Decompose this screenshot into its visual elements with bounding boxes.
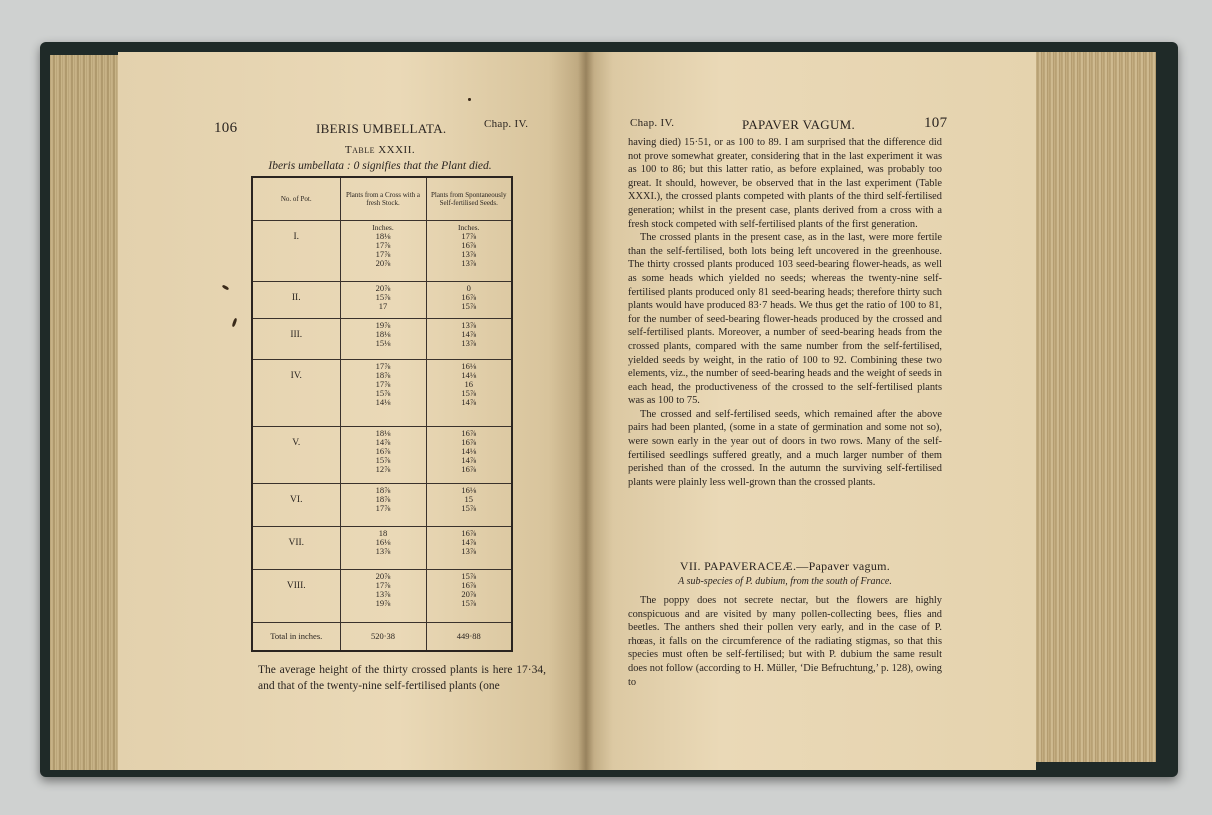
height-value: 17⅞ [375, 240, 391, 250]
total-crossed: 520·38 [340, 623, 426, 651]
height-value: 16⅞ [461, 580, 477, 591]
height-value: 17 [378, 301, 388, 312]
height-value: 13⅞ [461, 258, 477, 268]
height-value: 17⅞ [461, 231, 477, 241]
selfed-values-cell [426, 427, 512, 484]
paragraph: The crossed and self-fertilised seeds, which remained after the above pairs had been planted, (some in a state of germination and some not so), were sown early in the year out of doors in two rows. Many of the self-fertilised seedlings suffered greatly, and a much larger number of them perished than of the crossed. In the autumn the surviving self-fertilised plants were plainly less well-grown than the crossed plants. [628, 408, 942, 488]
chapter-label-left: Chap. IV. [484, 118, 529, 130]
height-value: 15⅞ [461, 598, 477, 609]
height-value: 18⅞ [375, 494, 391, 505]
selfed-values-cell [426, 527, 512, 570]
height-value: 13⅞ [375, 589, 391, 600]
height-value: 15⅞ [461, 387, 477, 398]
page-number-right: 107 [924, 115, 948, 131]
crossed-values-cell [340, 221, 426, 282]
height-value: 14⅞ [461, 455, 477, 466]
pot-number-cell: I. [252, 221, 340, 282]
height-value: 17⅞ [375, 249, 391, 259]
height-value: 14⅞ [375, 437, 391, 448]
total-label: Total in inches. [252, 623, 340, 651]
height-value: 12⅞ [375, 464, 391, 475]
table-row [252, 527, 512, 570]
unit-label: Inches. [458, 223, 480, 232]
height-value: 13⅞ [461, 249, 477, 259]
selfed-values-cell [426, 570, 512, 623]
height-value: 20⅞ [375, 571, 391, 582]
height-value: 14⅛ [461, 369, 477, 380]
selfed-values-cell [426, 484, 512, 527]
table-row [252, 319, 512, 360]
col-header-selfed: Plants from Spontaneously Self-fertilised Seeds. [426, 177, 512, 221]
height-value: 16⅛ [461, 485, 477, 496]
pot-number-cell: VII. [252, 527, 340, 570]
table-row [252, 359, 512, 426]
height-value: 17⅞ [375, 503, 391, 514]
height-value: 18⅛ [375, 428, 391, 439]
total-row [252, 623, 512, 651]
selfed-values-cell [426, 282, 512, 319]
height-value: 17⅞ [375, 580, 391, 591]
height-value: 18 [378, 528, 388, 539]
height-value: 18⅛ [375, 231, 391, 241]
table-row [252, 427, 512, 484]
height-value: 20⅞ [375, 283, 391, 294]
pot-number-cell: VI. [252, 484, 340, 527]
height-value: 16⅞ [375, 446, 391, 457]
height-value: 20⅞ [375, 258, 391, 268]
height-value: 15⅛ [375, 338, 391, 349]
paragraph: The poppy does not secrete nectar, but the flowers are highly conspicuous and are visited by many pollen-collecting bees, flies and beetles. The anthers shed their pollen very early, and in the case of P. rhœas, it falls on the circumference of the radiating stigmas, so that this species must often be self-fertilised; but with P. dubium the same result does not follow (according to H. Müller, ‘Die Befruchtung,’ p. 128), owing to [628, 595, 942, 688]
height-value: 17⅞ [375, 360, 391, 371]
height-value: 14⅞ [461, 329, 477, 340]
book-gutter [578, 52, 594, 770]
page-number-left: 106 [214, 120, 238, 136]
selfed-values-cell [426, 359, 512, 426]
height-value: 15⅞ [375, 455, 391, 466]
height-value: 14⅞ [461, 396, 477, 407]
pot-number-cell: II. [252, 282, 340, 319]
selfed-values-cell [426, 221, 512, 282]
height-table [251, 176, 513, 652]
table-row [252, 282, 512, 319]
height-value: 16 [464, 378, 473, 389]
section-subheading: A sub-species of P. dubium, from the south of France. [678, 576, 892, 587]
height-value: 15⅞ [375, 292, 391, 303]
height-value: 15 [464, 494, 473, 505]
height-value: 19⅞ [375, 320, 391, 331]
height-value: 16⅞ [461, 437, 477, 448]
paragraph: having died) 15·51, or as 100 to 89. I am surprised that the difference did not prove somewhat greater, considering that in the last experiment it was as 100 to 86; but this latter ratio, as before explained, was probably too great. It should, however, be observed that in the last experiment (Table XXXI.), the crossed plants competed with plants of the third self-fertilised generation; whilst in the present case, plants derived from a cross with a fresh stock competed with self-fertilised plants of the first generation. [628, 137, 942, 230]
height-value: 14⅞ [461, 537, 477, 548]
height-value: 0 [466, 283, 471, 294]
right-body-top [628, 136, 942, 489]
table-row [252, 221, 512, 282]
height-value: 18⅛ [375, 329, 391, 340]
height-value: 18⅞ [375, 369, 391, 380]
section-heading: VII. PAPAVERACEÆ.—Papaver vagum. [679, 559, 891, 573]
height-value: 16⅞ [461, 240, 477, 250]
height-value: 16⅞ [461, 528, 477, 539]
height-value: 15⅞ [461, 301, 477, 312]
table-row [252, 484, 512, 527]
height-value: 16⅞ [461, 292, 477, 303]
pot-number-cell: III. [252, 319, 340, 360]
height-value: 17⅞ [375, 378, 391, 389]
height-value: 16⅛ [461, 360, 477, 371]
pot-number-cell: VIII. [252, 570, 340, 623]
height-value: 20⅞ [461, 589, 477, 600]
paragraph: The crossed plants in the present case, as in the last, were more fertile than the self-fertilised, both lots being left uncovered in the greenhouse. The thirty crossed plants produced 103 seed-bearing flower-heads, as well as some heads which yielded no seeds; whereas the twenty-nine self-fertilised plants produced only 81 seed-bearing heads; therefore thirty such plants would have produced 83·7 heads. We thus get the ratio of 100 to 81, for the number of seed-bearing flower-heads produced by the crossed and self-fertilised plants. Moreover, a number of seed-bearing heads from the crossed plants, compared with the same number from the self-fertilised, yielded seeds by weight, in the ratio of 100 to 92. Combining these two elements, viz., the number of seed-bearing heads and the weight of seeds in each head, the productiveness of the crossed to the self-fertilised plants was as 100 to 75. [628, 232, 942, 407]
table-row [252, 570, 512, 623]
height-value: 16⅛ [375, 537, 391, 548]
crossed-values-cell [340, 319, 426, 360]
height-value: 13⅞ [461, 320, 477, 331]
height-value: 13⅞ [461, 546, 477, 557]
height-value: 13⅞ [461, 338, 477, 349]
chapter-label-right: Chap. IV. [630, 117, 675, 129]
running-head-right: PAPAVER VAGUM. [742, 117, 856, 132]
col-header-crossed: Plants from a Cross with a fresh Stock. [340, 177, 426, 221]
pot-number-cell: IV. [252, 359, 340, 426]
crossed-values-cell [340, 484, 426, 527]
right-body-bottom [628, 594, 942, 689]
height-value: 19⅞ [375, 598, 391, 609]
height-value: 15⅞ [461, 571, 477, 582]
table-caption: Iberis umbellata : 0 signifies that the Plant died. [268, 160, 492, 172]
right-page-edges [1030, 52, 1156, 762]
running-head-left: IBERIS UMBELLATA. [316, 121, 447, 136]
height-value: 14⅛ [461, 446, 477, 457]
left-paragraph: The average height of the thirty crossed plants is here 17·34, and that of the twenty-nine self-fertilised plants (one [258, 664, 546, 692]
height-value: 18⅞ [375, 485, 391, 496]
col-header-pot: No. of Pot. [252, 177, 340, 221]
height-value: 15⅞ [461, 503, 477, 514]
crossed-values-cell [340, 570, 426, 623]
pot-number-cell: V. [252, 427, 340, 484]
selfed-values-cell [426, 319, 512, 360]
height-value: 16⅞ [461, 428, 477, 439]
crossed-values-cell [340, 527, 426, 570]
unit-label: Inches. [372, 223, 394, 232]
height-value: 13⅞ [375, 546, 391, 557]
height-value: 15⅞ [375, 387, 391, 398]
ink-speck [468, 98, 471, 101]
crossed-values-cell [340, 359, 426, 426]
height-value: 14⅛ [375, 396, 391, 407]
crossed-values-cell [340, 282, 426, 319]
height-value: 16⅞ [461, 464, 477, 475]
total-selfed: 449·88 [426, 623, 512, 651]
table-title: Table XXXII. [344, 144, 416, 156]
crossed-values-cell [340, 427, 426, 484]
